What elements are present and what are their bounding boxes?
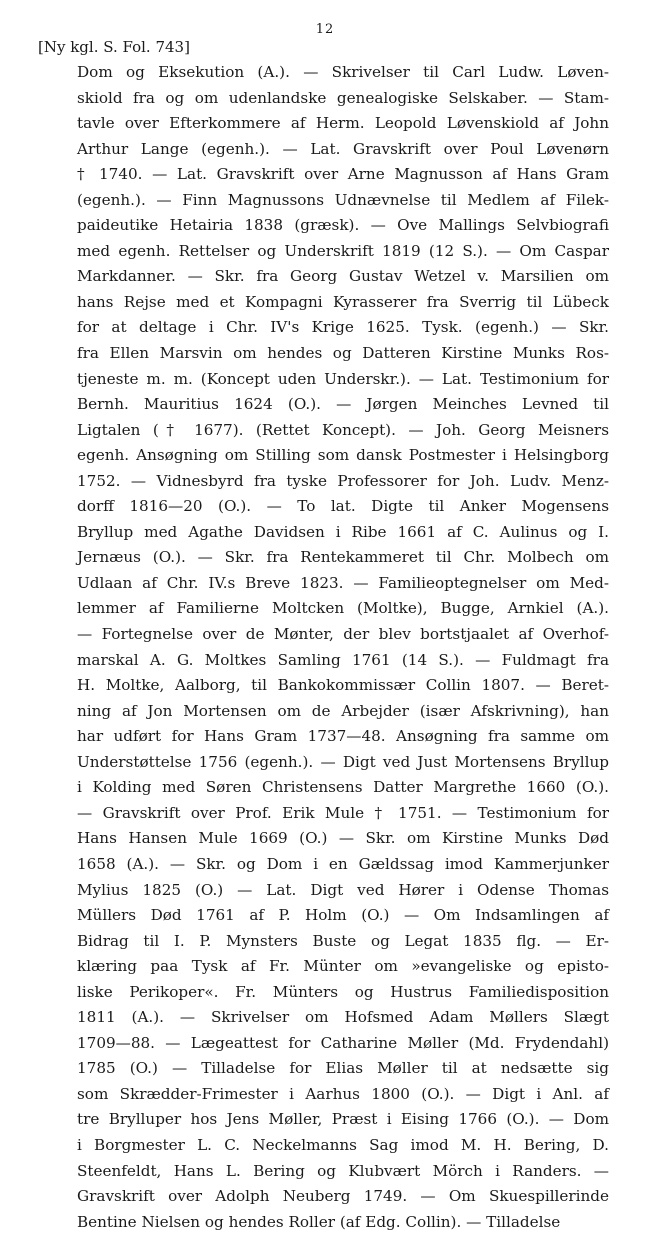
text-line: 1709—88. — Lægeattest for Catharine Møller (Md. Frydendahl) (77, 1033, 609, 1052)
text-line: fra Ellen Marsvin om hendes og Datteren Kirstine Munks Ros- (77, 344, 609, 363)
text-line: — Gravskrift over Prof. Erik Mule † 1751. — Testimonium for (77, 803, 609, 822)
text-line: dorff 1816—20 (O.). — To lat. Digte til Anker Mogensens (77, 497, 609, 516)
text-line: Gravskrift over Adolph Neuberg 1749. — Om Skuespillerinde (77, 1187, 609, 1206)
text-line: Jernæus (O.). — Skr. fra Rentekammeret til Chr. Molbech om (77, 548, 609, 567)
text-line: tjeneste m. m. (Koncept uden Underskr.). — Lat. Testimonium for (77, 369, 609, 388)
text-line: 1811 (A.). — Skrivelser om Hofsmed Adam Møllers Slægt (77, 1008, 609, 1027)
text-line: ning af Jon Mortensen om de Arbejder (især Afskrivning), han (77, 701, 609, 720)
text-line: marskal A. G. Moltkes Samling 1761 (14 S.). — Fuldmagt fra (77, 650, 609, 669)
text-line: klæring paa Tysk af Fr. Münter om »evangeliske og episto- (77, 957, 609, 976)
text-line: Müllers Død 1761 af P. Holm (O.) — Om Indsamlingen af (77, 906, 609, 925)
text-line: Markdanner. — Skr. fra Georg Gustav Wetzel v. Marsilien om (77, 267, 609, 286)
text-line: Mylius 1825 (O.) — Lat. Digt ved Hører i Odense Thomas (77, 880, 609, 899)
text-line: Arthur Lange (egenh.). — Lat. Gravskrift over Poul Løvenørn (77, 139, 609, 158)
text-line: i Borgmester L. C. Neckelmanns Sag imod M. H. Bering, D. (77, 1135, 609, 1154)
text-line: † 1740. — Lat. Gravskrift over Arne Magnusson af Hans Gram (77, 165, 609, 184)
text-line: Bernh. Mauritius 1624 (O.). — Jørgen Meinches Levned til (77, 395, 609, 414)
text-line: liske Perikoper«. Fr. Münters og Hustrus Familiedisposition (77, 982, 609, 1001)
text-line: skiold fra og om udenlandske genealogiske Selskaber. — Stam- (77, 88, 609, 107)
text-line: Bryllup med Agathe Davidsen i Ribe 1661 af C. Aulinus og I. (77, 522, 609, 541)
text-line: med egenh. Rettelser og Underskrift 1819 (12 S.). — Om Caspar (77, 241, 609, 260)
text-line: i Kolding med Søren Christensens Datter Margrethe 1660 (O.). (77, 778, 609, 797)
text-line: hans Rejse med et Kompagni Kyrasserer fra Sverrig til Lübeck (77, 292, 609, 311)
text-line: — Fortegnelse over de Mønter, der blev bortstjaalet af Overhof- (77, 625, 609, 644)
text-line: paideutike Hetairia 1838 (græsk). — Ove Mallings Selvbiografi (77, 216, 609, 235)
text-line: 1752. — Vidnesbyrd fra tyske Professorer for Joh. Ludv. Menz- (77, 471, 609, 490)
text-line: tavle over Efterkommere af Herm. Leopold Løvenskiold af John (77, 114, 609, 133)
text-line: lemmer af Familierne Moltcken (Moltke), Bugge, Arnkiel (A.). (77, 599, 609, 618)
text-line: Understøttelse 1756 (egenh.). — Digt ved Just Mortensens Bryllup (77, 752, 609, 771)
text-line: Hans Hansen Mule 1669 (O.) — Skr. om Kirstine Munks Død (77, 829, 609, 848)
text-line: Ligtalen († 1677). (Rettet Koncept). — Joh. Georg Meisners (77, 420, 609, 439)
text-line: som Skrædder-Frimester i Aarhus 1800 (O.). — Digt i Anl. af (77, 1084, 609, 1103)
text-line: Bidrag til I. P. Mynsters Buste og Legat 1835 flg. — Er- (77, 931, 609, 950)
catalogue-entry-text (77, 60, 609, 1235)
text-line: har udført for Hans Gram 1737—48. Ansøgning fra samme om (77, 727, 609, 746)
shelfmark-reference: [Ny kgl. S. Fol. 743] (38, 38, 190, 56)
page-number: 12 (315, 22, 335, 37)
text-line: Dom og Eksekution (A.). — Skrivelser til Carl Ludw. Løven- (77, 63, 609, 81)
text-line: Steenfeldt, Hans L. Bering og Klubvært Mörch i Randers. — (77, 1161, 609, 1180)
text-line: H. Moltke, Aalborg, til Bankokommissær Collin 1807. — Beret- (77, 676, 609, 695)
text-line: 1658 (A.). — Skr. og Dom i en Gældssag imod Kammerjunker (77, 854, 609, 873)
text-line: (egenh.). — Finn Magnussons Udnævnelse til Medlem af Filek- (77, 190, 609, 209)
text-line: Udlaan af Chr. IV.s Breve 1823. — Familieoptegnelser om Med- (77, 573, 609, 592)
text-line: egenh. Ansøgning om Stilling som dansk Postmester i Helsingborg (77, 446, 609, 465)
text-line: tre Brylluper hos Jens Møller, Præst i Eising 1766 (O.). — Dom (77, 1110, 609, 1129)
text-line: Bentine Nielsen og hendes Roller (af Edg. Collin). — Tilladelse (77, 1212, 561, 1231)
text-line: for at deltage i Chr. IV's Krige 1625. Tysk. (egenh.) — Skr. (77, 318, 609, 337)
text-line: 1785 (O.) — Tilladelse for Elias Møller til at nedsætte sig (77, 1059, 609, 1078)
